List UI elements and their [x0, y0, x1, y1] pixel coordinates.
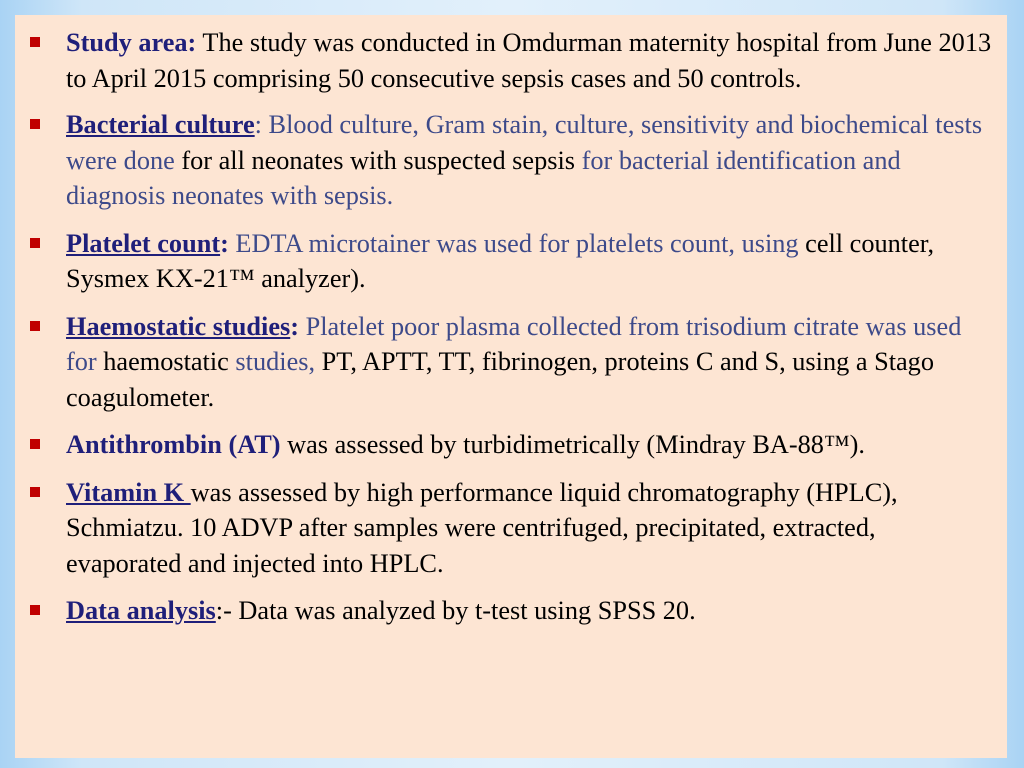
- item-text: was assessed by turbidimetrically (Mindray BA-88™).: [280, 430, 866, 459]
- item-text: for bacterial identification and diagnosis neonates with sepsis.: [66, 145, 901, 210]
- item-colon: :: [290, 311, 299, 341]
- item-text: PT, APTT, TT, fibrinogen, proteins C and S, using a Stago coagulometer.: [66, 347, 934, 412]
- item-title: Platelet count: [66, 228, 221, 258]
- item-text: studies,: [235, 347, 322, 376]
- item-title: Antithrombin (AT): [66, 430, 281, 459]
- square-bullet-icon: [30, 605, 40, 615]
- list-item: [15, 25, 1007, 96]
- square-bullet-icon: [30, 487, 40, 497]
- list-item: [15, 107, 1007, 214]
- item-text: Platelet poor plasma collected from trisodium citrate was used for: [66, 311, 962, 376]
- item-title: Data analysis: [66, 596, 216, 625]
- item-title: Vitamin K: [66, 477, 191, 507]
- item-text: cell counter, Sysmex KX-21™ analyzer).: [66, 228, 935, 293]
- item-title: Study area:: [66, 28, 197, 57]
- item-separator: :: [254, 110, 269, 139]
- item-text: The study was conducted in Omdurman maternity hospital from June 2013 to April 2015 comprising 50 consecutive sepsis cases and 50 controls.: [66, 28, 992, 93]
- item-text: was assessed by high performance liquid chromatography (HPLC), Schmiatzu. 10 ADVP after samples were centrifuged, precipitated, extracted, evaporated and injected into HPLC.: [66, 477, 898, 578]
- item-colon: :: [220, 228, 229, 258]
- square-bullet-icon: [30, 439, 40, 449]
- item-text: for all neonates with suspected sepsis: [181, 145, 582, 175]
- bullet-list: [15, 15, 1007, 629]
- item-title: Bacterial culture: [66, 110, 255, 139]
- square-bullet-icon: [30, 238, 40, 248]
- slide-content: [15, 15, 1007, 758]
- square-bullet-icon: [30, 37, 40, 47]
- list-item: [15, 593, 1007, 629]
- list-item: [15, 309, 1007, 416]
- item-text: haemostatic: [103, 347, 236, 376]
- item-title: Haemostatic studies: [66, 311, 291, 341]
- list-item: [15, 475, 1007, 582]
- square-bullet-icon: [30, 321, 40, 331]
- item-text: Blood culture, Gram stain, culture, sensitivity and biochemical tests were done: [66, 110, 983, 175]
- list-item: [15, 427, 1007, 463]
- item-text: EDTA microtainer was used for platelets count, using: [228, 228, 806, 258]
- square-bullet-icon: [30, 119, 40, 129]
- item-text: :- Data was analyzed by t-test using SPSS 20.: [215, 596, 696, 625]
- list-item: [15, 226, 1007, 297]
